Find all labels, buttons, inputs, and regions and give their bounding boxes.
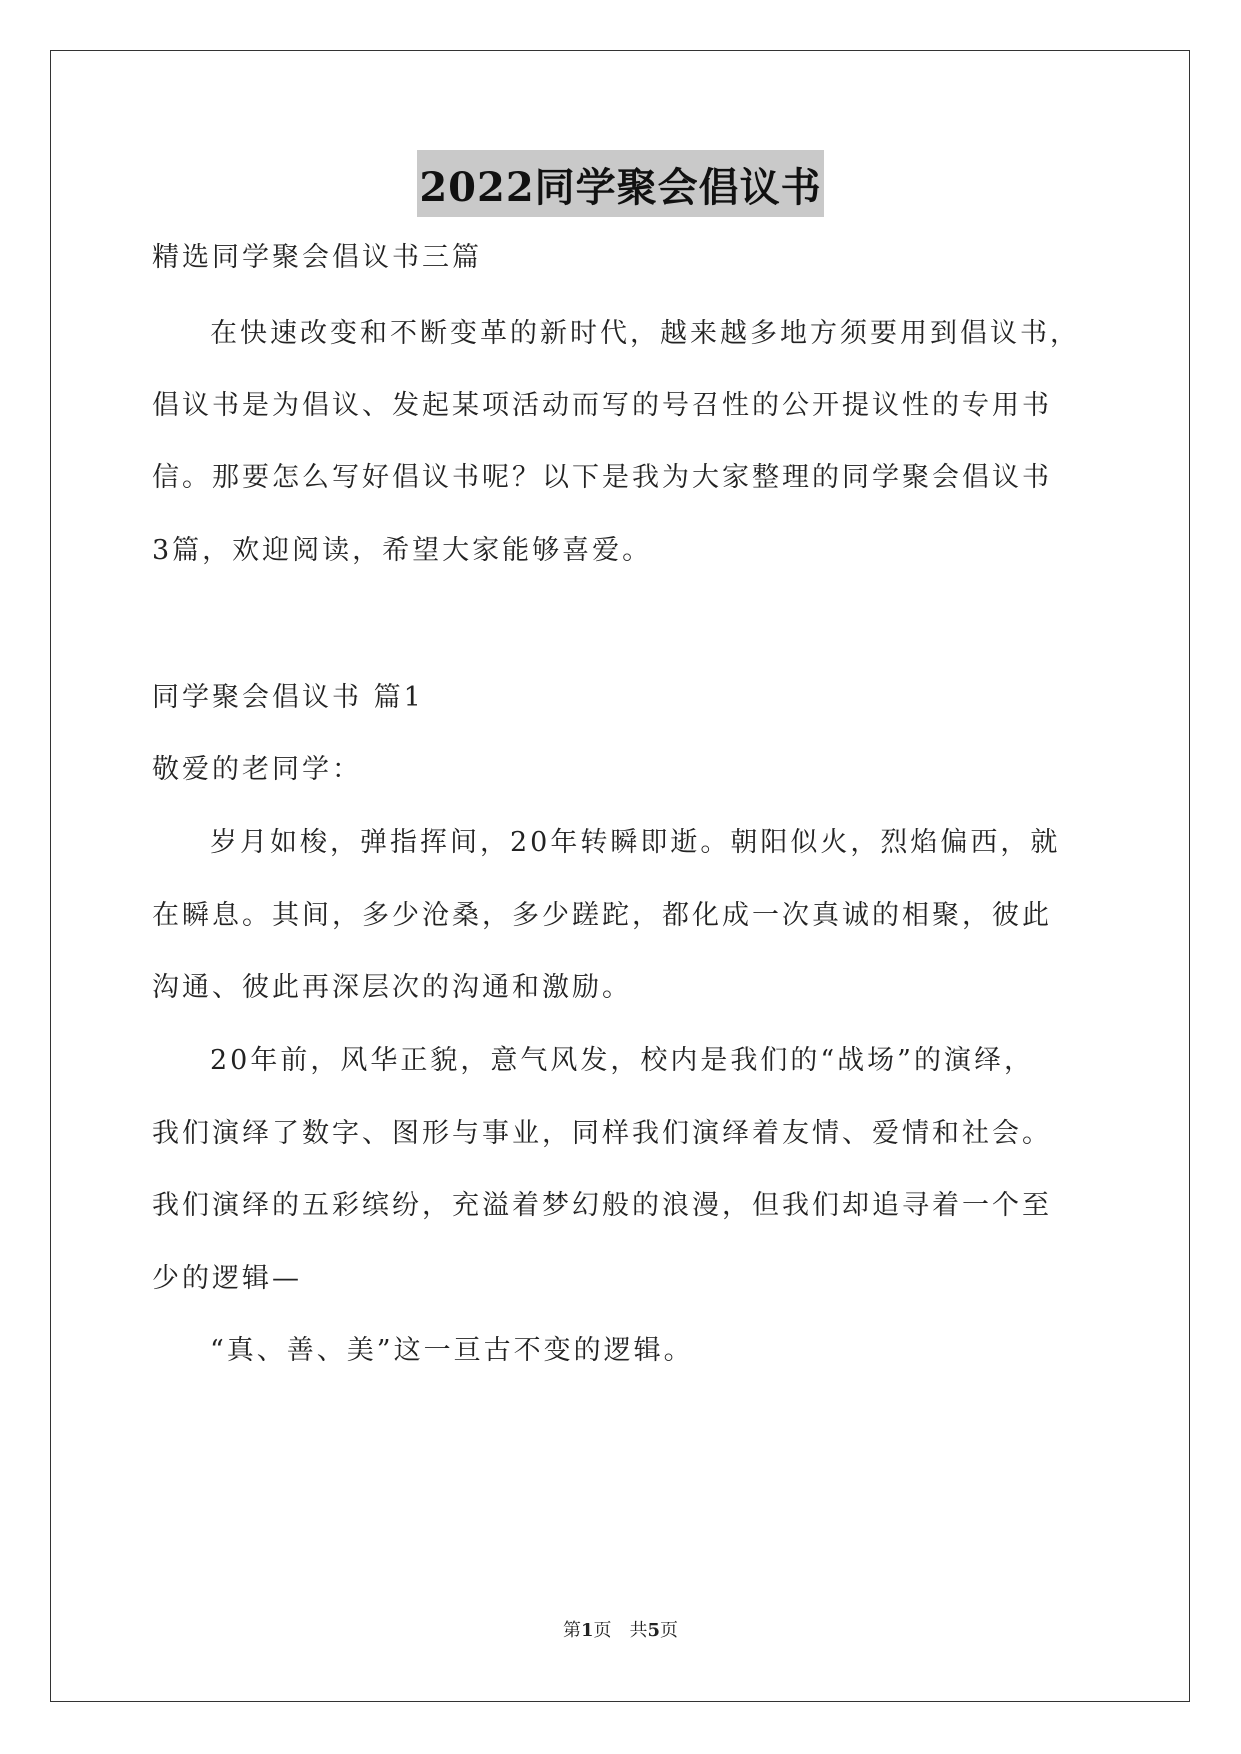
- title-container: [0, 150, 1241, 217]
- footer-total-pages: 5: [647, 1620, 661, 1641]
- paragraph-line: “真、善、美”这一亘古不变的逻辑。: [210, 1335, 694, 1366]
- paragraph-line: 我们演绎的五彩缤纷，充溢着梦幻般的浪漫，但我们却追寻着一个至: [152, 1190, 1052, 1221]
- paragraph-line: 在瞬息。其间，多少沧桑，多少蹉跎，都化成一次真诚的相聚，彼此: [152, 900, 1052, 931]
- paragraph-line: 20年前，风华正貌，意气风发，校内是我们的“战场”的演绎，: [210, 1045, 1034, 1076]
- paragraph-line: 少的逻辑—: [152, 1263, 302, 1294]
- footer-suffix: 页: [660, 1620, 679, 1641]
- footer-mid: 页 共: [593, 1620, 648, 1641]
- paragraph-line: 我们演绎了数字、图形与事业，同样我们演绎着友情、爱情和社会。: [152, 1118, 1052, 1149]
- document-title: 2022同学聚会倡议书: [417, 150, 823, 217]
- intro-line: 倡议书是为倡议、发起某项活动而写的号召性的公开提议性的专用书: [152, 390, 1052, 421]
- footer-current-page: 1: [580, 1620, 594, 1641]
- page-border: [50, 50, 1190, 1702]
- section-heading: 同学聚会倡议书 篇1: [152, 682, 424, 713]
- salutation: 敬爱的老同学：: [152, 754, 362, 785]
- intro-line: 信。那要怎么写好倡议书呢？以下是我为大家整理的同学聚会倡议书: [152, 462, 1052, 493]
- paragraph-line: 岁月如梭，弹指挥间，20年转瞬即逝。朝阳似火，烈焰偏西，就: [210, 827, 1061, 858]
- page-footer: [0, 1616, 1241, 1642]
- intro-line: 在快速改变和不断变革的新时代，越来越多地方须要用到倡议书，: [210, 318, 1080, 349]
- paragraph-line: 沟通、彼此再深层次的沟通和激励。: [152, 972, 632, 1003]
- footer-prefix: 第: [562, 1620, 581, 1641]
- subtitle: 精选同学聚会倡议书三篇: [152, 242, 482, 273]
- intro-line: 3篇，欢迎阅读，希望大家能够喜爱。: [152, 535, 653, 566]
